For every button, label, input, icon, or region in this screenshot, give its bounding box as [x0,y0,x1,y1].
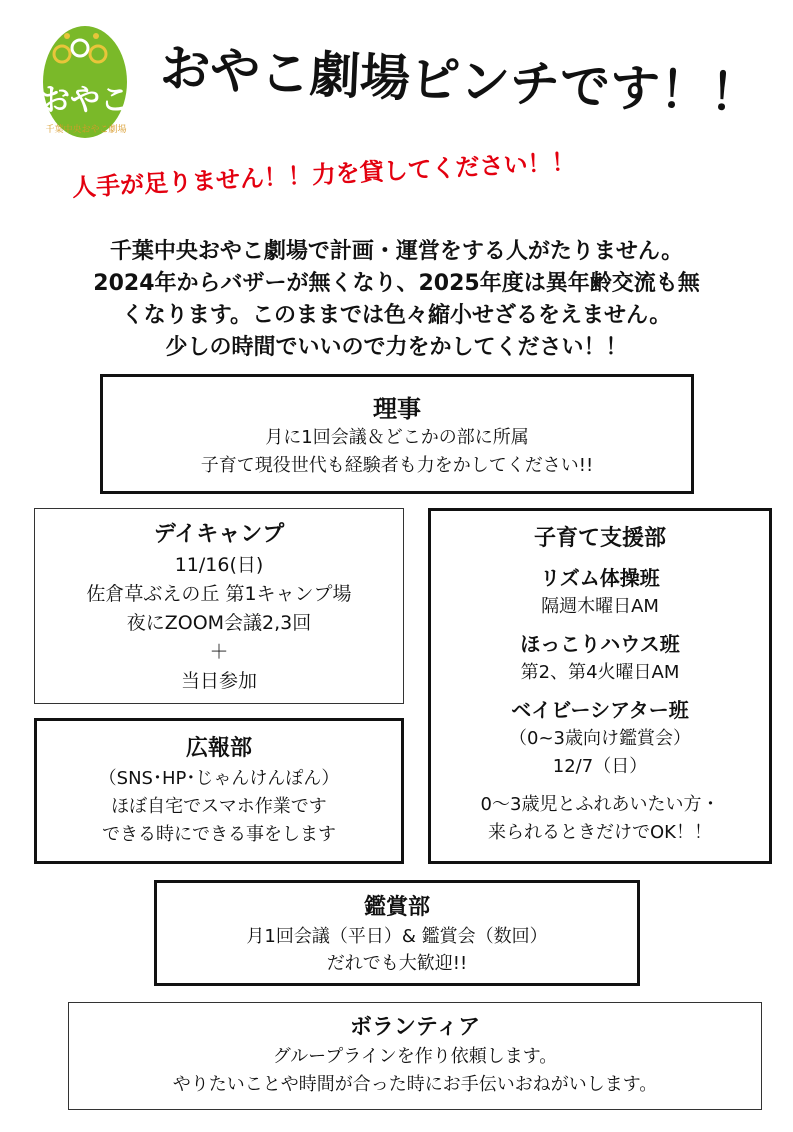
kosodate-footer-line: 来られるときだけでOK！！ [488,822,712,843]
day-camp-line: 夜にZOOM会議2,3回 [126,612,312,634]
kosodate-box [428,508,772,864]
kosodate-group-line: 隔週木曜日AM [541,596,659,617]
koho-line: （SNS･HP･じゃんけんぽん） [98,768,340,789]
day-camp-box [34,508,404,704]
kansho-line: 月1回会議（平日）& 鑑賞会（数回） [246,926,548,947]
koho-box [34,718,404,864]
page-subtitle: 人手が足りません！！力を貸してください！！ [71,147,577,202]
day-camp-line: 佐倉草ぶえの丘 第1キャンプ場 [86,583,352,605]
kosodate-group-line: 第2、第4火曜日AM [520,662,680,683]
kansho-box [154,880,640,986]
day-camp-line: 11/16(日) [174,554,264,576]
volunteer-heading: ボランティア [349,1015,481,1040]
intro-text [20,236,773,364]
kosodate-group-line: （0~3歳向け鑑賞会） [509,728,691,749]
kosodate-heading: 子育て支援部 [533,526,666,551]
kansho-heading: 鑑賞部 [363,895,430,920]
intro-line: 2024年からバザーが無くなり、2025年度は異年齢交流も無 [93,271,700,296]
kosodate-group-name: ほっこりハウス班 [520,632,680,656]
kosodate-group-name: ベイビーシアター班 [511,698,689,722]
page-title: おやこ劇場ピンチです！！ [158,39,761,124]
intro-line: 千葉中央おやこ劇場で計画・運営をする人がたりません。 [109,239,684,264]
kosodate-group-line: 12/7（日） [552,756,648,777]
kosodate-footer-line: 0～3歳児とふれあいたい方・ [480,794,720,815]
volunteer-box [68,1002,762,1110]
logo-caption: 千葉中央おやこ劇場 [45,125,127,135]
koho-line: ほぼ自宅でスマホ作業です [111,796,327,817]
volunteer-line: グループラインを作り依頼します。 [272,1046,558,1067]
logo-text: おやこ [40,83,130,118]
koho-heading: 広報部 [185,736,252,761]
kosodate-group-name: リズム体操班 [540,566,660,590]
volunteer-line: やりたいことや時間が合った時にお手伝いおねがいします。 [172,1074,658,1095]
riji-line: 子育て現役世代も経験者も力をかしてください!! [200,455,594,476]
kansho-line: だれでも大歓迎!! [326,953,468,974]
intro-line: 少しの時間でいいので力をかしてください！！ [165,335,628,360]
riji-heading: 理事 [373,395,421,423]
day-camp-line: 当日参加 [180,670,257,692]
day-camp-heading: デイキャンプ [153,522,285,547]
intro-line: くなります。このままでは色々縮小せざるをえません。 [121,303,672,328]
day-camp-line: ＋ [209,641,229,663]
riji-box [100,374,694,494]
riji-line: 月に1回会議＆どこかの部に所属 [265,427,529,448]
koho-line: できる時にできる事をします [102,824,336,845]
